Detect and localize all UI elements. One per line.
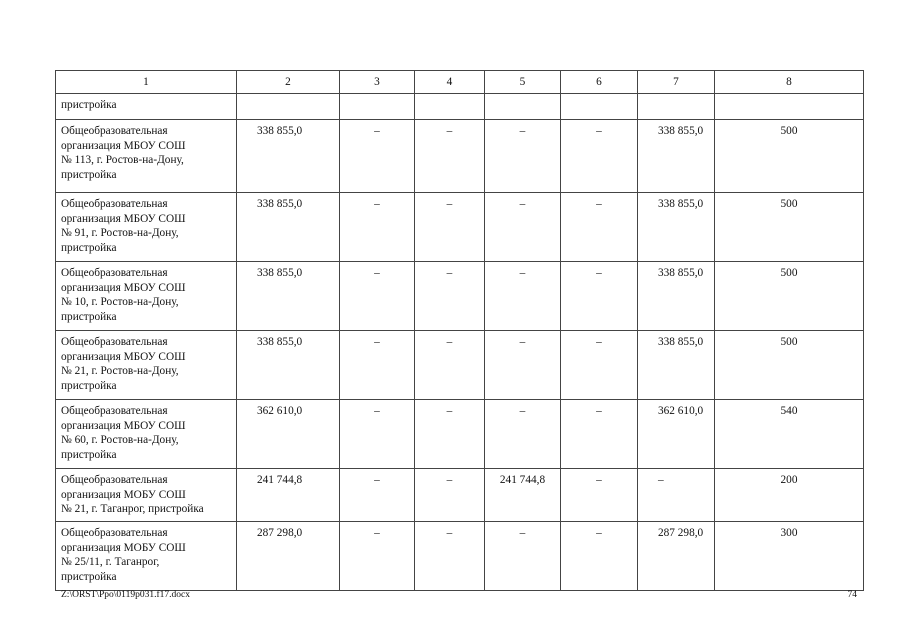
organization-name-line: пристройка [61,448,117,461]
organization-name-line: пристройка [61,168,117,181]
capacity-cell: 500 [715,120,864,193]
organization-name-cell [56,469,237,522]
continuation-empty-cell [340,94,415,120]
total-cost-cell: 338 855,0 [237,262,340,331]
column-5-cell: – [485,522,561,591]
organization-name-line: Общеобразовательная [61,267,168,279]
organization-name-line: организация МБОУ СОШ [61,281,186,294]
organization-name-line: пристройка [61,310,117,323]
total-cost-cell: 287 298,0 [237,522,340,591]
capacity-cell: 500 [715,262,864,331]
column-3-cell: – [340,193,415,262]
total-cost-cell: 338 855,0 [237,120,340,193]
table-row [56,331,864,400]
organization-name-line: организация МОБУ СОШ [61,488,186,501]
organization-name-line: № 91, г. Ростов-на-Дону, [61,227,179,239]
column-7-cell: 362 610,0 [638,400,715,469]
organization-name-line: Общеобразовательная [61,474,168,486]
column-5-cell: 241 744,8 [485,469,561,522]
continuation-empty-cell [415,94,485,120]
continuation-empty-cell [715,94,864,120]
footer-file-path: Z:\ORST\Ppo\0119p031.f17.docx [61,590,190,600]
organization-name-line: организация МБОУ СОШ [61,212,186,225]
column-3-cell: – [340,522,415,591]
column-5-cell: – [485,120,561,193]
continuation-empty-cell [638,94,715,120]
column-number-4: 4 [415,71,485,94]
column-5-cell: – [485,193,561,262]
column-number-6: 6 [561,71,638,94]
capacity-cell: 540 [715,400,864,469]
column-4-cell: – [415,262,485,331]
column-7-cell: 338 855,0 [638,120,715,193]
organization-name-line: пристройка [61,570,117,583]
organization-name-line: Общеобразовательная [61,405,168,417]
organization-name-line: № 21, г. Таганрог, пристройка [61,503,204,515]
continuation-row [56,94,864,120]
total-cost-cell: 338 855,0 [237,193,340,262]
table-row [56,193,864,262]
column-3-cell: – [340,120,415,193]
column-number-3: 3 [340,71,415,94]
organization-name-cell [56,522,237,591]
organization-name-line: организация МБОУ СОШ [61,350,186,363]
continuation-empty-cell [561,94,638,120]
column-4-cell: – [415,331,485,400]
organization-name-line: Общеобразовательная [61,527,168,539]
column-3-cell: – [340,331,415,400]
column-7-cell: 287 298,0 [638,522,715,591]
column-5-cell: – [485,331,561,400]
organization-name-cell [56,120,237,193]
capacity-cell: 500 [715,331,864,400]
column-5-cell: – [485,400,561,469]
organization-name-cell [56,262,237,331]
table-row [56,522,864,591]
column-6-cell: – [561,120,638,193]
investment-table [55,70,864,591]
column-number-5: 5 [485,71,561,94]
column-3-cell: – [340,262,415,331]
table-row [56,262,864,331]
organization-name-line: № 25/11, г. Таганрог, [61,556,160,568]
column-3-cell: – [340,469,415,522]
organization-name-line: № 113, г. Ростов-на-Дону, [61,154,184,166]
organization-name-line: № 21, г. Ростов-на-Дону, [61,365,179,377]
column-3-cell: – [340,400,415,469]
total-cost-cell: 362 610,0 [237,400,340,469]
column-4-cell: – [415,193,485,262]
continuation-empty-cell [237,94,340,120]
column-7-cell: 338 855,0 [638,193,715,262]
capacity-cell: 200 [715,469,864,522]
column-7-cell: – [638,469,715,522]
column-4-cell: – [415,120,485,193]
organization-name-line: Общеобразовательная [61,125,168,137]
organization-name-cell [56,400,237,469]
column-6-cell: – [561,193,638,262]
column-number-7: 7 [638,71,715,94]
organization-name-line: организация МОБУ СОШ [61,541,186,554]
organization-name-cell [56,193,237,262]
table-row [56,469,864,522]
organization-name-line: № 60, г. Ростов-на-Дону, [61,434,179,446]
total-cost-cell: 338 855,0 [237,331,340,400]
organization-name-line: № 10, г. Ростов-на-Дону, [61,296,179,308]
column-6-cell: – [561,331,638,400]
organization-name-line: пристройка [61,379,117,392]
organization-name-line: организация МБОУ СОШ [61,139,186,152]
column-6-cell: – [561,522,638,591]
capacity-cell: 500 [715,193,864,262]
organization-name-cell [56,331,237,400]
column-number-1: 1 [56,71,237,94]
column-4-cell: – [415,400,485,469]
column-5-cell: – [485,262,561,331]
total-cost-cell: 241 744,8 [237,469,340,522]
column-7-cell: 338 855,0 [638,262,715,331]
column-6-cell: – [561,469,638,522]
organization-name-line: Общеобразовательная [61,336,168,348]
column-number-header-row [56,71,864,94]
column-number-8: 8 [715,71,864,94]
organization-name-line: пристройка [61,241,117,254]
organization-name-line: организация МБОУ СОШ [61,419,186,432]
column-7-cell: 338 855,0 [638,331,715,400]
investment-table-wrapper [55,70,863,591]
capacity-cell: 300 [715,522,864,591]
column-6-cell: – [561,400,638,469]
continuation-empty-cell [485,94,561,120]
table-row [56,120,864,193]
column-6-cell: – [561,262,638,331]
column-4-cell: – [415,522,485,591]
continuation-name-cell: пристройка [56,94,237,120]
column-number-2: 2 [237,71,340,94]
table-row [56,400,864,469]
footer-page-number: 74 [847,590,857,600]
column-4-cell: – [415,469,485,522]
organization-name-line: Общеобразовательная [61,198,168,210]
